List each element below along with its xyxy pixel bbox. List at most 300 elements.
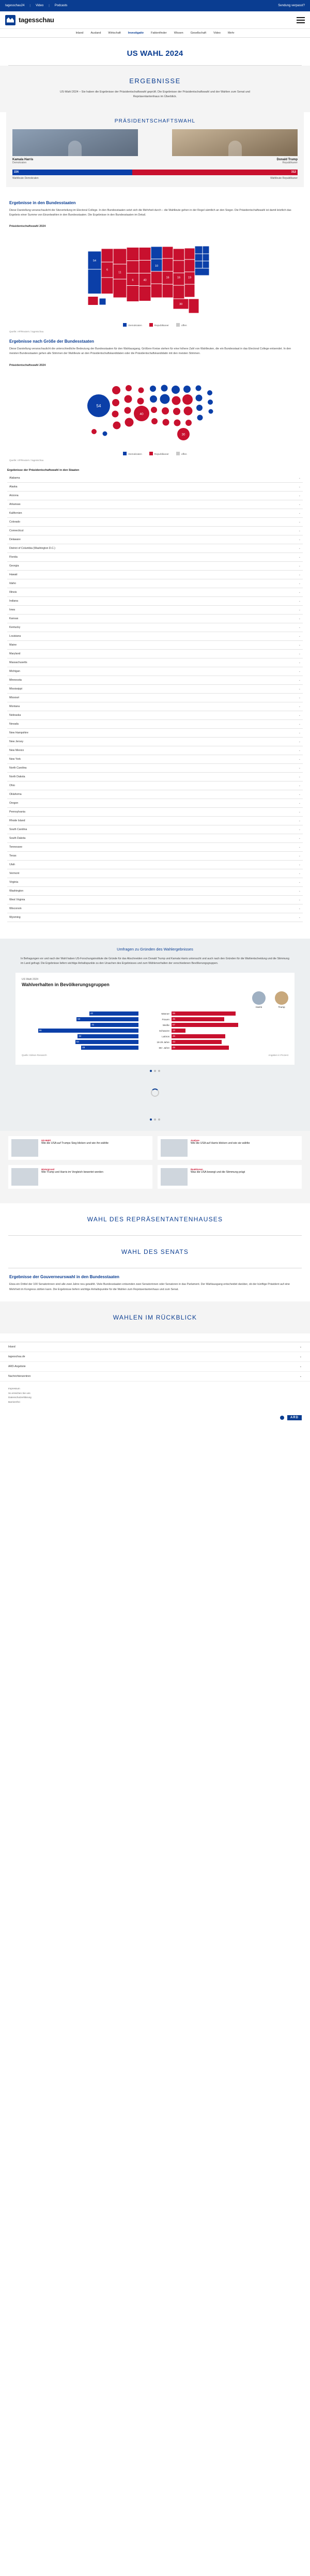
chevron-down-icon[interactable]: ⌄	[298, 555, 301, 559]
state-row[interactable]	[7, 571, 303, 579]
chevron-down-icon[interactable]: ⌄	[298, 643, 301, 647]
teaser-row-1	[8, 1136, 302, 1160]
chevron-down-icon: ⌄	[299, 1345, 302, 1348]
chevron-down-icon[interactable]: ⌄	[298, 599, 301, 603]
state-name: Virginia	[9, 880, 19, 884]
state-row[interactable]	[7, 606, 303, 615]
voter-groups-footer	[22, 1054, 288, 1056]
state-row[interactable]	[7, 535, 303, 544]
candidate-harris-name: Kamala Harris	[12, 158, 34, 161]
state-row[interactable]	[7, 685, 303, 694]
state-name: New Hampshire	[9, 731, 28, 734]
bubble-legend-open: offen	[176, 452, 187, 456]
state-row[interactable]	[7, 553, 303, 562]
map-source: Quelle: AP/Reuters / tagesschau	[9, 330, 44, 333]
teaser-meta: US-Wahl	[41, 1139, 51, 1142]
chevron-down-icon[interactable]: ⌄	[298, 590, 301, 594]
chevron-down-icon[interactable]: ⌄	[298, 617, 301, 620]
harris-avatar	[252, 991, 266, 1005]
state-row[interactable]	[7, 720, 303, 729]
nav-item-mehr[interactable]: Mehr	[227, 32, 235, 35]
state-row[interactable]	[7, 738, 303, 746]
footer-link-nachrichten[interactable]: Nachrichtenzentren ⌄	[0, 1372, 310, 1382]
state-row[interactable]	[7, 711, 303, 720]
footer-barrierefrei[interactable]: Barrierefrei	[8, 1401, 20, 1404]
teaser-row-2	[8, 1165, 302, 1189]
voter-group-harris-bar-wrap	[22, 1011, 138, 1016]
electors-sub-left: Wahlleute Demokraten	[12, 176, 39, 180]
voter-groups-rows	[22, 1011, 288, 1050]
voter-groups-text: In Befragungen vor und nach der Wahl haben US-Forschungsinstitute die Gründe für das Abschneiden von Donald Trump und Kamala Harris untersucht und auch nach den Gründen für die Wahlentscheidung und die Stimmung im Land gefragt. Die Ergebnisse liefern wichtige Anhaltspunkte zu den Ursachen des Ergebnisses und zum Wählerverhalten der verschiedenen Bevölkerungsgruppen.	[21, 957, 289, 965]
voter-group-trump-bar-wrap	[172, 1046, 288, 1050]
chevron-down-icon[interactable]: ⌄	[298, 502, 301, 506]
voter-group-row	[22, 1029, 288, 1033]
voter-group-trump-bar-wrap	[172, 1017, 288, 1021]
voter-groups-head-harris: Harris	[252, 991, 266, 1008]
teaser-title: Was die USA bewegt und die Stimmung prägt	[191, 1171, 245, 1174]
voter-group-label: Latinos	[162, 1035, 169, 1038]
state-name: New Jersey	[9, 740, 24, 743]
chevron-down-icon[interactable]: ⌄	[298, 494, 301, 497]
svg-text:6: 6	[132, 279, 134, 282]
chevron-down-icon[interactable]: ⌄	[298, 704, 301, 708]
candidates-row	[12, 129, 298, 164]
state-row[interactable]	[7, 518, 303, 527]
presidential-title: PRÄSIDENTSCHAFTSWAHL	[114, 118, 196, 124]
voter-groups-head-trump: Trump	[275, 991, 288, 1008]
footer-small-links	[0, 1382, 310, 1410]
state-row[interactable]	[7, 913, 303, 922]
state-name: Washington	[9, 889, 24, 893]
footer-link-tagesschau[interactable]: tagesschau.de ⌄	[0, 1352, 310, 1362]
state-name: Louisiana	[9, 634, 21, 638]
teaser-thumbnail	[11, 1168, 38, 1186]
footer-bar	[0, 1410, 310, 1430]
state-name: Arizona	[9, 494, 19, 497]
logo-text[interactable]: tagesschau	[19, 16, 54, 24]
state-row[interactable]	[7, 492, 303, 500]
state-row[interactable]	[7, 483, 303, 492]
svg-text:30: 30	[181, 433, 185, 437]
svg-text:16: 16	[177, 276, 181, 280]
presidential-panel	[6, 112, 304, 187]
state-row[interactable]	[7, 729, 303, 738]
state-row[interactable]	[7, 887, 303, 896]
chevron-down-icon[interactable]: ⌄	[298, 625, 301, 629]
results-section	[0, 66, 310, 112]
state-name: Hawaii	[9, 573, 18, 576]
nav-item-video[interactable]: Video	[213, 32, 221, 35]
chevron-down-icon[interactable]: ⌄	[298, 827, 301, 831]
state-row[interactable]	[7, 641, 303, 650]
chevron-down-icon[interactable]: ⌄	[298, 713, 301, 717]
state-name: New Mexico	[9, 748, 24, 752]
voter-group-trump-value: 49	[173, 1046, 175, 1049]
map-text: Diese Darstellung veranschaulicht die Sitzverteilung im Electoral College. In den Bundesstaaten setzt sich die Mehrheit durch – die Wahlleute gehen in der Regel sämtlich an den Sieger. Die Präsidentschaftswahl ist damit letztlich das Ergebnis einer Summe von Einzelwahlen in den Bundesstaaten. Die Ergebnisse in den Bundesstaaten im Detail.	[9, 208, 291, 217]
chevron-down-icon[interactable]: ⌄	[298, 845, 301, 849]
footer-link-inland[interactable]: Inland ⌄	[0, 1342, 310, 1352]
state-name: Oregon	[9, 801, 19, 805]
carousel-dots-2[interactable]	[0, 1118, 310, 1121]
chevron-down-icon[interactable]: ⌄	[298, 564, 301, 568]
voter-group-row	[22, 1040, 288, 1044]
chevron-down-icon[interactable]: ⌄	[298, 889, 301, 893]
state-name: Colorado	[9, 520, 21, 524]
voter-group-label: Frauen	[162, 1018, 169, 1021]
bubble-legend-rep: Republikaner	[149, 452, 169, 456]
voter-group-harris-value: 53	[78, 1018, 81, 1021]
state-name: Maryland	[9, 652, 21, 655]
bubble-source: Quelle: AP/Reuters / tagesschau	[9, 458, 44, 462]
states-container	[7, 474, 303, 922]
voter-group-harris-bar-wrap	[22, 1034, 138, 1038]
state-name: New York	[9, 757, 21, 761]
state-row[interactable]	[7, 702, 303, 711]
state-name: Kansas	[9, 617, 19, 620]
state-row[interactable]	[7, 878, 303, 887]
state-row[interactable]	[7, 474, 303, 483]
state-row[interactable]	[7, 852, 303, 861]
state-name: Kalifornien	[9, 511, 22, 515]
voter-group-trump-value: 12	[173, 1029, 175, 1032]
state-name: South Dakota	[9, 836, 26, 840]
state-name: Florida	[9, 555, 18, 559]
chevron-down-icon[interactable]: ⌄	[298, 687, 301, 691]
carousel2-dot-1[interactable]	[150, 1118, 152, 1121]
voter-group-harris-value: 54	[76, 1040, 79, 1044]
chevron-down-icon[interactable]: ⌄	[298, 810, 301, 814]
voter-group-trump-bar-wrap	[172, 1023, 288, 1027]
chevron-down-icon[interactable]: ⌄	[298, 581, 301, 585]
voter-group-row	[22, 1011, 288, 1016]
state-name: Arkansas	[9, 502, 21, 506]
state-name: Georgia	[9, 564, 19, 568]
voter-groups-title: Wahlverhalten in Bevölkerungsgruppen	[22, 982, 110, 988]
chevron-down-icon[interactable]: ⌄	[298, 757, 301, 761]
state-row[interactable]	[7, 500, 303, 509]
footer-impressum[interactable]: Impressum	[8, 1387, 20, 1390]
footer-datenschutz[interactable]: Datenschutzerklärung	[8, 1396, 32, 1399]
state-row[interactable]	[7, 588, 303, 597]
states-heading: Ergebnisse der Präsidentschaftswahl in den Staaten	[7, 468, 80, 472]
page-title: US WAHL 2024	[127, 49, 183, 58]
state-name: North Carolina	[9, 766, 27, 770]
state-row[interactable]	[7, 544, 303, 553]
voter-group-trump-bar	[172, 1011, 236, 1016]
map-legend	[0, 321, 310, 328]
state-row[interactable]	[7, 509, 303, 518]
chevron-down-icon[interactable]: ⌄	[298, 731, 301, 734]
electors-sub-right: Wahlleute Republikaner	[270, 176, 298, 180]
chevron-down-icon[interactable]: ⌄	[298, 898, 301, 901]
teaser-title: Wie Trump und Harris im Vergleich bewertet werden	[41, 1171, 103, 1174]
svg-text:6: 6	[106, 268, 109, 272]
topbar-item-0[interactable]: tagesschau24	[5, 4, 25, 7]
voter-group-label: Schwarze	[159, 1029, 169, 1032]
voter-group-harris-value: 42	[90, 1012, 93, 1015]
loading-area	[0, 1072, 310, 1113]
voter-group-trump-value: 55	[173, 1012, 175, 1015]
chevron-down-icon[interactable]: ⌄	[298, 819, 301, 822]
results-text: US-Wahl 2024 – Sie haben die Ergebnisse der Präsidentschaftswahl geprüft. Die Ergebnisse der Präsidentschaftswahl und der Wahlen zum Senat und Repräsentantenhaus im Überblick.	[60, 90, 250, 99]
carousel2-dot-3[interactable]	[158, 1118, 160, 1121]
chevron-down-icon[interactable]: ⌄	[298, 784, 301, 787]
voter-group-harris-value: 49	[82, 1046, 85, 1049]
teaser-card[interactable]	[158, 1136, 302, 1160]
nav-item-gesellschaft[interactable]: Gesellschaft	[190, 32, 206, 35]
voter-group-trump-bar	[172, 1034, 225, 1038]
nav-item-ausland[interactable]: Ausland	[90, 32, 101, 35]
state-row[interactable]	[7, 904, 303, 913]
voter-group-harris-value: 52	[79, 1035, 82, 1038]
state-name: Illinois	[9, 590, 17, 594]
chevron-down-icon[interactable]: ⌄	[298, 863, 301, 866]
nav-item-faktenfinder[interactable]: Faktenfinder	[151, 32, 167, 35]
footer-link-ard[interactable]: ARD-Angebote ⌄	[0, 1362, 310, 1372]
voter-group-label: Weiße	[162, 1023, 169, 1026]
chevron-down-icon[interactable]: ⌄	[298, 696, 301, 699]
bubble-heading: Ergebnisse nach Größe der Bundesstaaten	[9, 339, 95, 344]
candidate-harris-party: Demokraten	[12, 161, 27, 164]
state-row[interactable]	[7, 676, 303, 685]
governor-block	[0, 1268, 310, 1301]
chevron-down-icon[interactable]: ⌄	[298, 529, 301, 532]
chevron-down-icon: ⌄	[299, 1355, 302, 1358]
topbar-sep-2: |	[49, 4, 50, 7]
svg-text:54: 54	[96, 403, 101, 408]
svg-text:40: 40	[143, 279, 147, 282]
voter-group-label: Männer	[161, 1012, 169, 1015]
state-row[interactable]	[7, 658, 303, 667]
voter-group-harris-bar-wrap	[22, 1023, 138, 1027]
bubble-legend-dem: Demokraten	[123, 452, 142, 456]
voter-group-label: 65+ Jahre	[159, 1046, 169, 1049]
state-row[interactable]	[7, 632, 303, 641]
voter-groups-source: Quelle: Edison Research	[22, 1054, 47, 1057]
state-name: Missouri	[9, 696, 20, 699]
state-name: Connecticut	[9, 529, 24, 532]
voter-group-label: 18-29 Jahre	[157, 1040, 169, 1044]
state-name: Michigan	[9, 669, 20, 673]
bubble-map-svg[interactable]	[7, 372, 303, 450]
state-name: Nevada	[9, 722, 19, 726]
footer-kontakt[interactable]: So erreichen Sie uns	[8, 1391, 30, 1394]
electoral-map-svg[interactable]	[7, 233, 303, 321]
voter-group-trump-bar	[172, 1040, 222, 1044]
teaser-thumbnail	[11, 1139, 38, 1157]
chevron-down-icon[interactable]: ⌄	[298, 722, 301, 726]
svg-text:19: 19	[188, 276, 192, 280]
legend-dem: Demokraten	[123, 323, 142, 327]
teaser-grid	[0, 1131, 310, 1203]
map-text-block	[0, 194, 310, 220]
state-name: Minnesota	[9, 678, 22, 682]
chevron-down-icon[interactable]: ⌄	[298, 775, 301, 778]
state-row[interactable]	[7, 562, 303, 571]
section-retro: WAHLEN IM RÜCKBLICK	[0, 1301, 310, 1333]
voter-group-trump-value: 57	[173, 1023, 175, 1026]
state-row[interactable]	[7, 799, 303, 808]
chevron-down-icon[interactable]: ⌄	[298, 573, 301, 576]
candidate-trump[interactable]	[172, 129, 298, 164]
map-heading: Ergebnisse in den Bundesstaaten	[9, 200, 76, 205]
state-row[interactable]	[7, 579, 303, 588]
state-row[interactable]	[7, 667, 303, 676]
chevron-down-icon[interactable]: ⌄	[298, 634, 301, 638]
bubble-text: Diese Darstellung veranschaulicht die unterschiedliche Bedeutung der Bundesstaaten für den Wahlausgang. Größere Kreise stehen für eine höhere Zahl von Wahlleuten, die ein Bundesstaat in das Electoral College entsendet. In den meisten Bundesstaaten gehen alle Stimmen der Wahlleute an den Präsidentschaftskandidaten oder die Präsidentschaftskandidatin mit den meisten Stimmen.	[9, 347, 291, 356]
voter-groups-section	[0, 939, 310, 1131]
state-row[interactable]	[7, 746, 303, 755]
state-name: Maine	[9, 643, 17, 647]
topbar-sendung-verpasst[interactable]: Sendung verpasst?	[278, 4, 305, 7]
teaser-card[interactable]	[158, 1165, 302, 1189]
state-row[interactable]	[7, 896, 303, 904]
hamburger-icon[interactable]	[297, 17, 305, 23]
electoral-map[interactable]	[7, 233, 303, 321]
state-row[interactable]	[7, 834, 303, 843]
voter-group-trump-value: 45	[173, 1018, 175, 1021]
chevron-down-icon[interactable]: ⌄	[298, 836, 301, 840]
state-row[interactable]	[7, 817, 303, 825]
teaser-meta: Hintergrund	[41, 1168, 55, 1171]
chevron-down-icon[interactable]: ⌄	[298, 915, 301, 919]
candidate-trump-name: Donald Trump	[276, 158, 298, 161]
chevron-down-icon[interactable]: ⌄	[298, 801, 301, 805]
chevron-down-icon[interactable]: ⌄	[298, 476, 301, 480]
voter-group-harris-value: 41	[91, 1023, 95, 1026]
section-senate: WAHL DES SENATS	[0, 1236, 310, 1268]
electoral-bubble-map[interactable]	[7, 372, 303, 450]
results-heading: ERGEBNISSE	[129, 77, 181, 85]
chevron-down-icon[interactable]: ⌄	[298, 520, 301, 524]
chevron-down-icon[interactable]: ⌄	[298, 880, 301, 884]
chevron-down-icon[interactable]: ⌄	[298, 511, 301, 515]
chevron-down-icon[interactable]: ⌄	[298, 766, 301, 770]
candidate-trump-party: Republikaner	[282, 161, 298, 164]
voter-group-row	[22, 1034, 288, 1038]
state-row[interactable]	[7, 781, 303, 790]
voter-group-trump-bar	[172, 1029, 185, 1033]
ard-dot-icon	[280, 1416, 284, 1420]
state-row[interactable]	[7, 773, 303, 781]
state-row[interactable]	[7, 843, 303, 852]
state-row[interactable]	[7, 861, 303, 869]
chevron-down-icon[interactable]: ⌄	[298, 538, 301, 541]
svg-text:30: 30	[179, 303, 183, 306]
chevron-down-icon[interactable]: ⌄	[298, 740, 301, 743]
state-row[interactable]	[7, 694, 303, 702]
teaser-thumbnail	[161, 1168, 188, 1186]
voter-group-trump-value: 43	[173, 1040, 175, 1044]
state-row[interactable]	[7, 764, 303, 773]
topbar-item-1[interactable]: Video	[35, 4, 44, 7]
chevron-down-icon[interactable]: ⌄	[298, 661, 301, 664]
chevron-down-icon[interactable]: ⌄	[298, 678, 301, 682]
state-name: Montana	[9, 704, 20, 708]
state-name: North Dakota	[9, 775, 25, 778]
state-name: Wisconsin	[9, 907, 22, 910]
state-row[interactable]	[7, 623, 303, 632]
chevron-down-icon[interactable]: ⌄	[298, 854, 301, 857]
electors-bar-red: 312	[132, 170, 298, 175]
state-name: Idaho	[9, 581, 16, 585]
chevron-down-icon: ⌄	[299, 1364, 302, 1368]
chevron-down-icon[interactable]: ⌄	[298, 792, 301, 796]
nav-item-investigativ[interactable]: Investigativ	[128, 32, 144, 35]
voter-group-harris-bar	[89, 1011, 138, 1016]
teaser-title: Wie die USA auf Harris blicken und wie sie wählte	[191, 1142, 250, 1145]
state-row[interactable]	[7, 790, 303, 799]
voter-group-harris-bar	[90, 1023, 138, 1027]
chevron-down-icon[interactable]: ⌄	[298, 907, 301, 910]
state-row[interactable]	[7, 615, 303, 623]
state-name: Delaware	[9, 538, 21, 541]
state-row[interactable]	[7, 650, 303, 658]
nav-item-inland[interactable]: Inland	[75, 32, 84, 35]
chevron-down-icon[interactable]: ⌄	[298, 546, 301, 550]
trump-avatar	[275, 991, 288, 1005]
svg-text:10: 10	[154, 265, 159, 268]
state-row[interactable]	[7, 527, 303, 535]
state-name: Alabama	[9, 476, 20, 480]
carousel2-dot-2[interactable]	[154, 1118, 156, 1121]
site-header	[0, 11, 310, 29]
state-name: West Virginia	[9, 898, 25, 901]
topbar-sep: |	[29, 4, 30, 7]
governor-heading: Ergebnisse der Gouverneurswahl in den Bundesstaaten	[9, 1275, 119, 1280]
voter-groups-heads	[22, 991, 288, 1008]
chevron-down-icon[interactable]: ⌄	[298, 748, 301, 752]
map-label: Präsidentschaftswahl 2024	[9, 225, 46, 228]
state-row[interactable]	[7, 869, 303, 878]
ard-logo[interactable]: ARD	[287, 1415, 302, 1420]
state-row[interactable]	[7, 755, 303, 764]
state-row[interactable]	[7, 808, 303, 817]
voter-group-harris-bar-wrap	[22, 1029, 138, 1033]
chevron-down-icon[interactable]: ⌄	[298, 871, 301, 875]
voter-group-trump-value: 46	[173, 1035, 175, 1038]
tagesschau-logo-icon[interactable]	[5, 15, 16, 25]
state-name: Indiana	[9, 599, 19, 603]
chevron-down-icon[interactable]: ⌄	[298, 652, 301, 655]
state-row[interactable]	[7, 597, 303, 606]
voter-group-harris-value: 86	[39, 1029, 42, 1032]
topbar-item-2[interactable]: Podcasts	[54, 4, 68, 7]
state-name: Rhode Island	[9, 819, 25, 822]
chevron-down-icon[interactable]: ⌄	[298, 669, 301, 673]
state-row[interactable]	[7, 825, 303, 834]
bubble-label: Präsidentschaftswahl 2024	[9, 363, 46, 367]
teaser-card[interactable]	[8, 1136, 152, 1160]
voter-groups-kicker: US Wahl 2024	[22, 978, 39, 982]
teaser-thumbnail	[161, 1139, 188, 1157]
voter-group-row	[22, 1046, 288, 1050]
chevron-down-icon[interactable]: ⌄	[298, 485, 301, 488]
voter-groups-card[interactable]	[16, 973, 295, 1065]
voter-group-trump-bar	[172, 1017, 224, 1021]
nav-item-wirtschaft[interactable]: Wirtschaft	[108, 32, 121, 35]
voter-group-trump-bar-wrap	[172, 1040, 288, 1044]
voter-group-trump-bar	[172, 1046, 229, 1050]
chevron-down-icon[interactable]: ⌄	[298, 608, 301, 611]
candidate-harris[interactable]	[12, 129, 138, 164]
state-name: Mississippi	[9, 687, 23, 691]
nav-item-wissen[interactable]: Wissen	[174, 32, 183, 35]
teaser-card[interactable]	[8, 1165, 152, 1189]
topbar	[0, 0, 310, 11]
footer-links	[0, 1342, 310, 1382]
svg-text:11: 11	[118, 271, 121, 274]
